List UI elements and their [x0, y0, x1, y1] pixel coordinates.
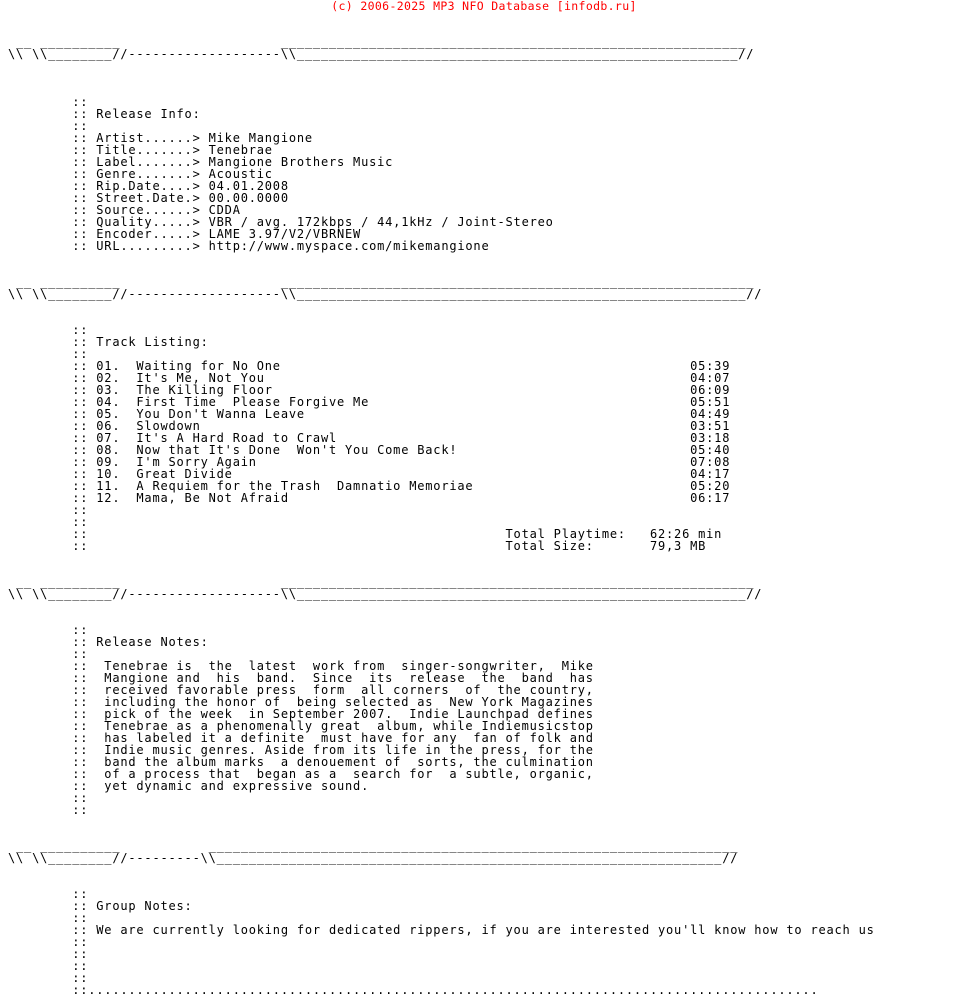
site-header: (c) 2006-2025 MP3 NFO Database [infodb.ru] [331, 0, 637, 13]
nfo-line: :: Rip.Date....> 04.01.2008 [8, 179, 289, 193]
nfo-line: \\ \\________//-------------------\\_______________________________________________________// [8, 47, 755, 61]
nfo-line: :: [8, 503, 89, 517]
nfo-line: :: 07. It's A Hard Road to Crawl 03:18 [8, 431, 731, 445]
nfo-line: :: pick of the week in September 2007. Indie Launchpad defines [8, 707, 594, 721]
nfo-line: :: 01. Waiting for No One 05:39 [8, 359, 731, 373]
nfo-line: \\ \\________//---------\\_______________________________________________________________// [8, 851, 739, 865]
nfo-line: :: [8, 947, 89, 961]
nfo-line: __ __________ __________________________________________________________ [8, 35, 747, 49]
nfo-line: :: We are currently looking for dedicated rippers, if you are interested you'll know how to reach us [8, 923, 875, 937]
nfo-line: :: Total Playtime: 62:26 min [8, 527, 723, 541]
nfo-line: :: Title.......> Tenebrae [8, 143, 273, 157]
nfo-line: :: 05. You Don't Wanna Leave 04:49 [8, 407, 731, 421]
nfo-line: :: including the honor of being selected as New York Magazines [8, 695, 594, 709]
nfo-line: :: 08. Now that It's Done Won't You Come Back! 05:40 [8, 443, 731, 457]
nfo-line: :: [8, 515, 89, 529]
nfo-line: \\ \\________//-------------------\\________________________________________________________// [8, 587, 763, 601]
nfo-line: :: 10. Great Divide 04:17 [8, 467, 731, 481]
nfo-line: :: band the album marks a denouement of sorts, the culmination [8, 755, 594, 769]
nfo-line: :: Track Listing: [8, 335, 209, 349]
nfo-line: :: 03. The Killing Floor 06:09 [8, 383, 731, 397]
nfo-line: :: Genre.......> Acoustic [8, 167, 273, 181]
nfo-line: :: [8, 347, 89, 361]
nfo-line: :: [8, 803, 89, 817]
nfo-line: :: Release Info: [8, 107, 201, 121]
nfo-line: :: 02. It's Me, Not You 04:07 [8, 371, 731, 385]
nfo-line: :: Mangione and his band. Since its release the band has [8, 671, 594, 685]
nfo-line: \\ \\________//-------------------\\________________________________________________________// [8, 287, 763, 301]
nfo-line: __ __________ ___________________________________________________________ [8, 575, 755, 589]
nfo-line: :: [8, 323, 89, 337]
nfo-line: :: Quality.....> VBR / avg. 172kbps / 44,1kHz / Joint-Stereo [8, 215, 554, 229]
nfo-line: :: 11. A Requiem for the Trash Damnatio Memoriae 05:20 [8, 479, 731, 493]
nfo-line: :: Group Notes: [8, 899, 193, 913]
nfo-line: :: Label.......> Mangione Brothers Music [8, 155, 394, 169]
nfo-line: :: [8, 95, 89, 109]
nfo-line: :: 04. First Time Please Forgive Me 05:51 [8, 395, 731, 409]
nfo-line: :: Indie music genres. Aside from its life in the press, for the [8, 743, 594, 757]
nfo-line: :: has labeled it a definite must have for any fan of folk and [8, 731, 594, 745]
nfo-line: :: URL.........> http://www.myspace.com/mikemangione [8, 239, 490, 253]
nfo-line: :: Encoder.....> LAME 3.97/V2/VBRNEW [8, 227, 362, 241]
nfo-line: :: 06. Slowdown 03:51 [8, 419, 731, 433]
nfo-line: :: [8, 887, 89, 901]
nfo-line: __ __________ __________________________________________________________________ [8, 839, 739, 853]
nfo-line: :: [8, 623, 89, 637]
nfo-text [8, 36, 875, 996]
nfo-line: :: [8, 791, 89, 805]
nfo-line: :: Release Notes: [8, 635, 209, 649]
nfo-line: ::........................................................................................... [8, 983, 819, 997]
nfo-line: :: [8, 935, 89, 949]
nfo-line: :: [8, 119, 89, 133]
nfo-line: :: [8, 959, 89, 973]
nfo-line: :: 12. Mama, Be Not Afraid 06:17 [8, 491, 731, 505]
nfo-line: :: Artist......> Mike Mangione [8, 131, 313, 145]
nfo-line: :: of a process that began as a search for a subtle, organic, [8, 767, 594, 781]
nfo-line: :: [8, 647, 89, 661]
nfo-line: :: [8, 971, 89, 985]
nfo-line: :: received favorable press form all corners of the country, [8, 683, 594, 697]
nfo-line: :: Source......> CDDA [8, 203, 241, 217]
nfo-line: __ __________ ___________________________________________________________ [8, 275, 755, 289]
nfo-line: :: 09. I'm Sorry Again 07:08 [8, 455, 731, 469]
nfo-line: :: Street.Date.> 00.00.0000 [8, 191, 289, 205]
nfo-line: :: yet dynamic and expressive sound. [8, 779, 370, 793]
nfo-line: :: Tenebrae as a phenomenally great album, while Indiemusicstop [8, 719, 594, 733]
nfo-line: :: [8, 911, 89, 925]
nfo-line: :: Total Size: 79,3 MB [8, 539, 707, 553]
nfo-line: :: Tenebrae is the latest work from singer-songwriter, Mike [8, 659, 594, 673]
